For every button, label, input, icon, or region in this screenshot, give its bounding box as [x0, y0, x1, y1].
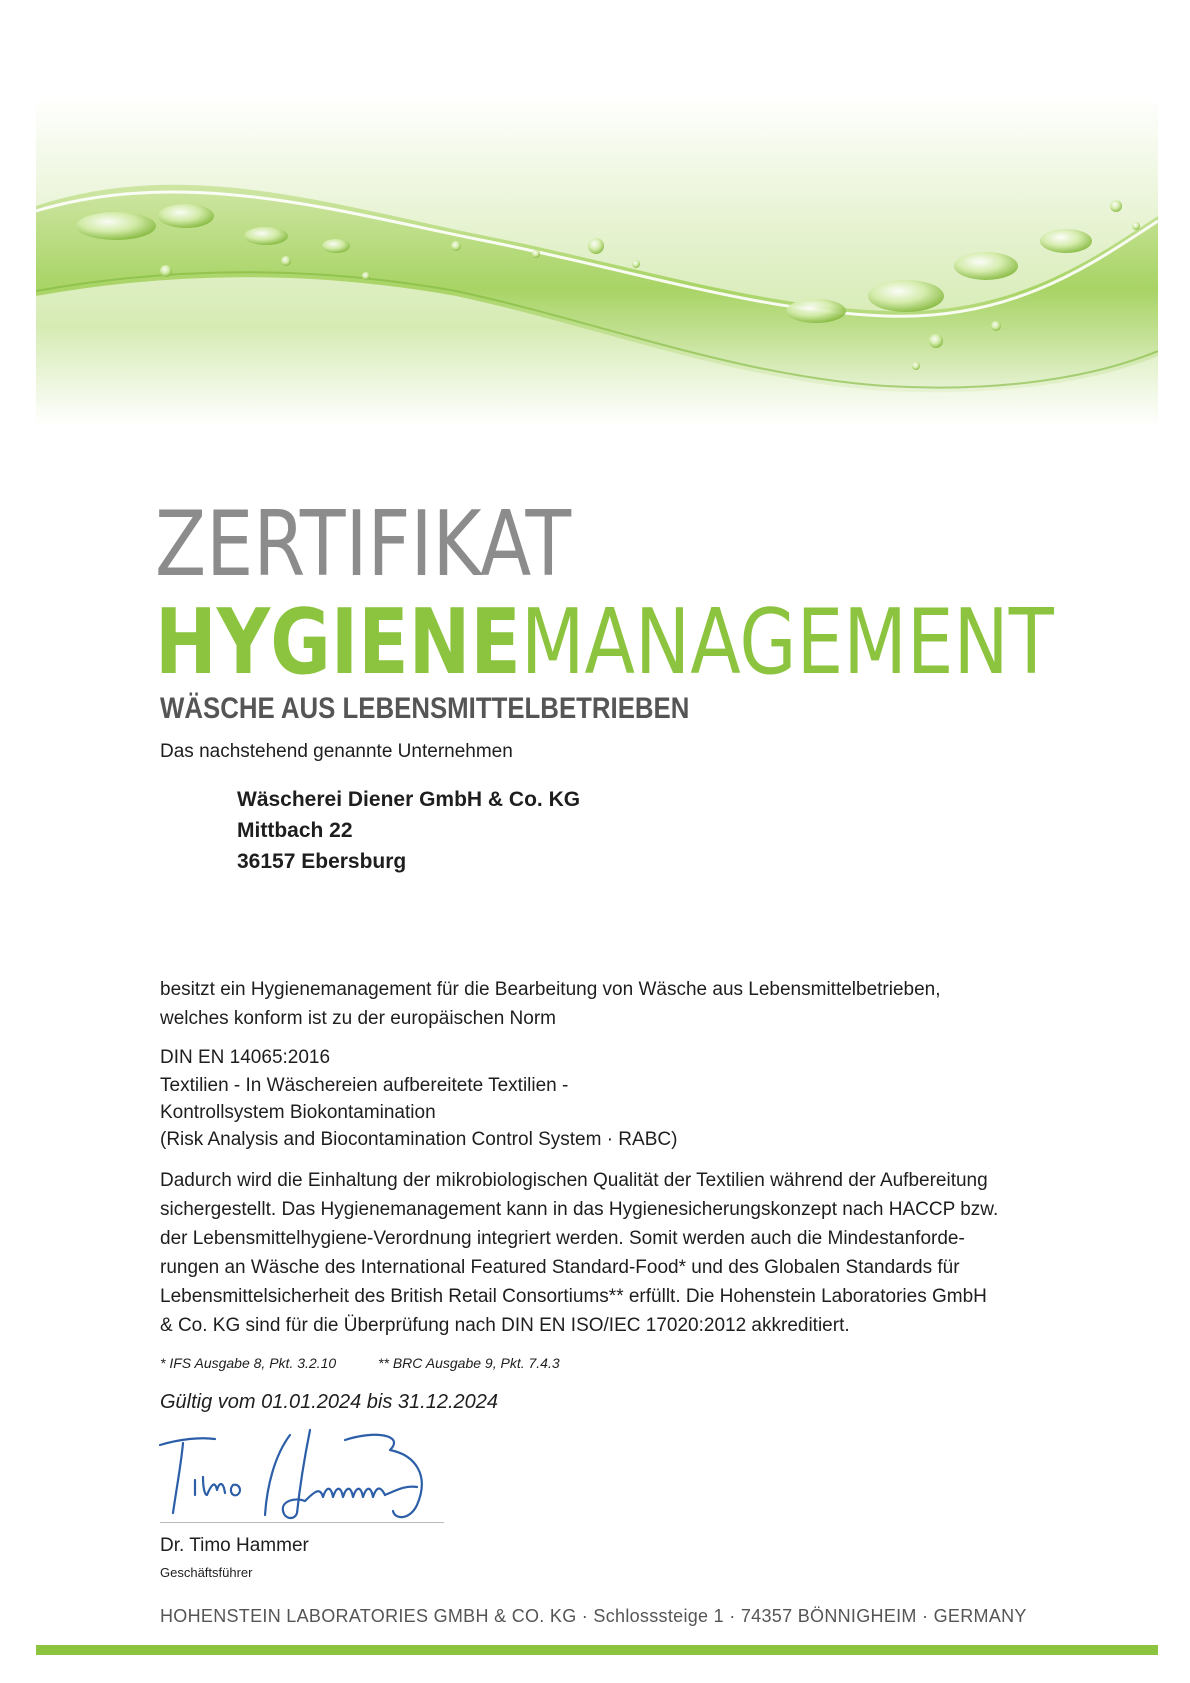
norm-code: DIN EN 14065:2016 — [160, 1047, 331, 1068]
footnote-ifs: * IFS Ausgabe 8, Pkt. 3.2.10 — [160, 1355, 337, 1371]
footer-green-bar — [36, 1645, 1158, 1655]
title-management-part: MANAGEMENT — [520, 590, 1054, 695]
water-wave-banner — [36, 96, 1158, 426]
company-block — [237, 784, 580, 877]
norm-title-1: Textilien - In Wäschereien aufbereitete Textilien - — [160, 1075, 569, 1096]
footnote-brc: ** BRC Ausgabe 9, Pkt. 7.4.3 — [378, 1355, 560, 1371]
issuer-address: HOHENSTEIN LABORATORIES GMBH & CO. KG · Schlosssteige 1 · 74357 BÖNNIGHEIM · GERMANY — [160, 1606, 1027, 1626]
norm-block — [160, 1043, 677, 1153]
body-line: & Co. KG sind für die Überprüfung nach DIN EN ISO/IEC 17020:2012 akkreditiert. — [160, 1315, 850, 1336]
certificate-scope: WÄSCHE AUS LEBENSMITTELBETRIEBEN — [160, 692, 690, 725]
body-line: Lebensmittelsicherheit des British Retail Consortiums** erfüllt. Die Hohenstein Laboratories GmbH — [160, 1286, 987, 1307]
certificate-title: ZERTIFIKAT — [155, 492, 572, 597]
company-street: Mittbach 22 — [237, 819, 353, 842]
company-city: 36157 Ebersburg — [237, 850, 407, 873]
handwritten-signature — [155, 1425, 455, 1525]
footnotes — [160, 1355, 598, 1371]
body-line: Dadurch wird die Einhaltung der mikrobiologischen Qualität der Textilien während der Aufbereitung — [160, 1170, 988, 1191]
body-paragraph — [160, 1166, 998, 1340]
norm-note: (Risk Analysis and Biocontamination Control System · RABC) — [160, 1129, 678, 1150]
norm-title-2: Kontrollsystem Biokontamination — [160, 1102, 436, 1123]
statement — [160, 975, 941, 1033]
body-line: der Lebensmittelhygiene-Verordnung integriert werden. Somit werden auch die Mindestanforde- — [160, 1228, 965, 1249]
signatory-role: Geschäftsführer — [160, 1565, 253, 1580]
intro-text: Das nachstehend genannte Unternehmen — [160, 741, 513, 762]
statement-line-2: welches konform ist zu der europäischen Norm — [160, 1008, 557, 1029]
signatory-name: Dr. Timo Hammer — [160, 1535, 309, 1556]
signature-line — [160, 1522, 444, 1523]
validity-period: Gültig vom 01.01.2024 bis 31.12.2024 — [160, 1391, 499, 1413]
title-hygiene-part: HYGIENE — [155, 590, 521, 695]
body-line: rungen an Wäsche des International Featured Standard-Food* und des Globalen Standards für — [160, 1257, 960, 1278]
certificate-subject-title — [155, 590, 1054, 695]
body-line: sichergestellt. Das Hygienemanagement kann in das Hygienesicherungskonzept nach HACCP bzw. — [160, 1199, 999, 1220]
statement-line-1: besitzt ein Hygienemanagement für die Bearbeitung von Wäsche aus Lebensmittelbetrieben, — [160, 979, 941, 1000]
company-name: Wäscherei Diener GmbH & Co. KG — [237, 788, 581, 811]
